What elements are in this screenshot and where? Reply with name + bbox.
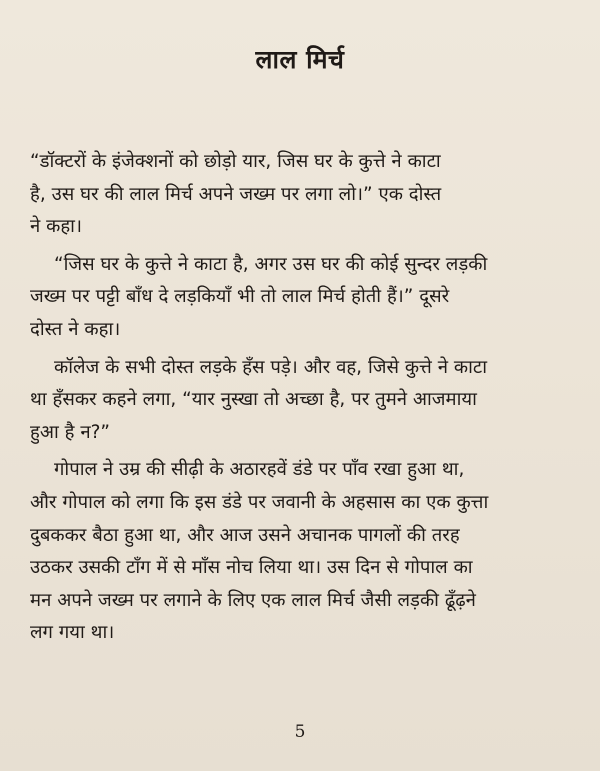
paragraph: [30, 146, 578, 244]
text-line: “डॉक्टरों के इंजेक्शनों को छोड़ो यार, जिस घर के कुत्ते ने काटा: [30, 151, 441, 172]
text-line: था हँसकर कहने लगा, “यार नुस्खा तो अच्छा है, पर तुमने आजमाया: [30, 389, 477, 411]
paragraph: [30, 249, 578, 347]
text-line: जख्म पर पट्टी बाँध दे लड़कियाँ भी तो लाल मिर्च होती हैं।” दूसरे: [30, 286, 450, 308]
text-line: ने कहा।: [30, 216, 82, 238]
text-line: और गोपाल को लगा कि इस डंडे पर जवानी के अहसास का एक कुत्ता: [30, 491, 489, 513]
chapter-title: लाल मिर्च: [255, 45, 345, 74]
paragraph: [30, 352, 578, 450]
text-line: गोपाल ने उम्र की सीढ़ी के अठारहवें डंडे पर पाँव रखा हुआ था,: [54, 459, 465, 481]
text-line: है, उस घर की लाल मिर्च अपने जख्म पर लगा लो।” एक दोस्त: [30, 183, 442, 205]
paragraph: [30, 454, 578, 650]
text-line: दोस्त ने कहा।: [30, 318, 121, 340]
text-line: “जिस घर के कुत्ते ने काटा है, अगर उस घर की कोई सुन्दर लड़की: [54, 253, 488, 275]
text-line: लग गया था।: [30, 622, 115, 644]
text-line: दुबककर बैठा हुआ था, और आज उसने अचानक पागलों की तरह: [30, 524, 460, 546]
body-text: [30, 146, 578, 655]
page-number: 5: [294, 722, 306, 742]
text-line: कॉलेज के सभी दोस्त लड़के हँस पड़े। और वह, जिसे कुत्ते ने काटा: [54, 356, 487, 378]
text-line: हुआ है न?”: [30, 421, 110, 443]
text-line: मन अपने जख्म पर लगाने के लिए एक लाल मिर्च जैसी लड़की ढूँढ़ने: [30, 589, 476, 611]
text-line: उठकर उसकी टाँग में से माँस नोच लिया था। उस दिन से गोपाल का: [30, 557, 473, 579]
